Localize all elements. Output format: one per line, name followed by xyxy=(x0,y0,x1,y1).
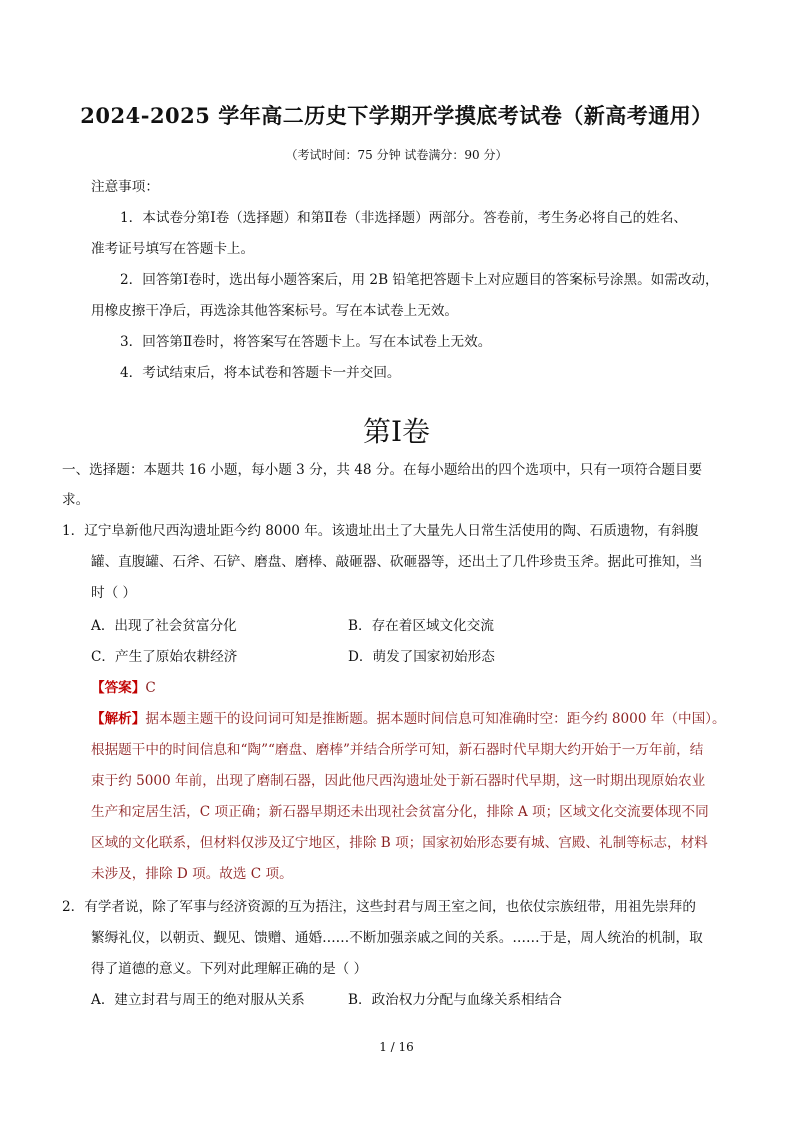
q1-analysis-line-4: 生产和定居生活，C 项正确；新石器早期还未出现社会贫富分化，排除 A 项；区域文化交流要体现不同 xyxy=(91,804,709,820)
volume-title: 第Ⅰ卷 xyxy=(362,415,431,448)
q2-option-a: A．建立封君与周王的绝对服从关系 xyxy=(91,992,305,1008)
note-4: 4．考试结束后，将本试卷和答题卡一并交回。 xyxy=(120,365,401,381)
q1-analysis-line-1 xyxy=(91,709,726,729)
q1-analysis-line-2: 根据题干中的时间信息和“陶”“磨盘、磨棒”并结合所学可知，新石器时代早期大约开始于一万年前，结 xyxy=(91,742,704,758)
q1-option-a: A．出现了社会贫富分化 xyxy=(91,618,237,634)
note-2-line-2: 用橡皮擦干净后，再选涂其他答案标号。写在本试卷上无效。 xyxy=(91,303,459,319)
q1-option-d: D．萌发了国家初始形态 xyxy=(348,649,495,665)
exam-title: 2024-2025 学年高二历史下学期开学摸底考试卷（新高考通用） xyxy=(80,103,713,128)
q1-analysis-line-5: 区域的文化联系，但材料仅涉及辽宁地区，排除 B 项；国家初始形态要有城、宫殿、礼制等标志，材料 xyxy=(91,835,708,851)
q1-answer xyxy=(91,678,156,698)
q1-analysis-line-3: 束于约 5000 年前，出现了磨制石器，因此他尺西沟遗址处于新石器时代早期，这一时期出现原始农业 xyxy=(91,773,706,789)
section-heading-line-2: 求。 xyxy=(62,492,90,508)
page-number: 1 / 16 xyxy=(379,1040,414,1054)
analysis-tag: 【解析】 xyxy=(91,711,146,727)
q2-stem-line-1: 2．有学者说，除了军事与经济资源的互为捂注，这些封君与周王室之间，也依仗宗族纽带，用祖先崇拜的 xyxy=(62,899,696,915)
q1-option-b: B．存在着区域文化交流 xyxy=(348,618,494,634)
q2-stem-line-3: 得了道德的意义。下列对此理解正确的是（ ） xyxy=(91,961,368,977)
notes-heading: 注意事项： xyxy=(91,179,159,195)
q1-option-c: C．产生了原始农耕经济 xyxy=(91,649,238,665)
q1-analysis-line-6: 未涉及，排除 D 项。故选 C 项。 xyxy=(91,866,293,882)
q2-stem-line-2: 繁缛礼仪，以朝贡、觐见、馈赠、通婚……不断加强亲戚之间的关系。……于是，周人统治的机制，取 xyxy=(91,930,703,946)
answer-tag: 【答案】 xyxy=(91,680,146,696)
q1-stem-line-3: 时（ ） xyxy=(91,585,137,601)
exam-subtitle: （考试时间：75 分钟 试卷满分：90 分） xyxy=(285,148,508,162)
section-heading-line-1: 一、选择题：本题共 16 小题，每小题 3 分，共 48 分。在每小题给出的四个选项中，只有一项符合题目要 xyxy=(62,462,703,478)
q2-option-b: B．政治权力分配与血缘关系相结合 xyxy=(348,992,562,1008)
q1-stem-line-2: 罐、直腹罐、石斧、石铲、磨盘、磨棒、敲砸器、砍砸器等，还出土了几件珍贵玉斧。据此可推知，当 xyxy=(91,554,703,570)
q1-stem-line-1: 1．辽宁阜新他尺西沟遗址距今约 8000 年。该遗址出土了大量先人日常生活使用的陶、石质遗物，有斜腹 xyxy=(62,523,699,539)
note-1-line-2: 准考证号填写在答题卡上。 xyxy=(91,241,255,257)
note-2-line-1: 2．回答第Ⅰ卷时，选出每小题答案后，用 2B 铅笔把答题卡上对应题目的答案标号涂黑。如需改动， xyxy=(120,272,719,288)
note-3: 3．回答第Ⅱ卷时，将答案写在答题卡上。写在本试卷上无效。 xyxy=(120,334,492,350)
answer-value: C xyxy=(145,680,156,696)
analysis-text-1: 据本题主题干的设问词可知是推断题。据本题时间信息可知准确时空：距今约 8000 年（中国）。 xyxy=(145,711,726,727)
note-1-line-1: 1．本试卷分第Ⅰ卷（选择题）和第Ⅱ卷（非选择题）两部分。答卷前，考生务必将自己的姓名、 xyxy=(120,210,688,226)
